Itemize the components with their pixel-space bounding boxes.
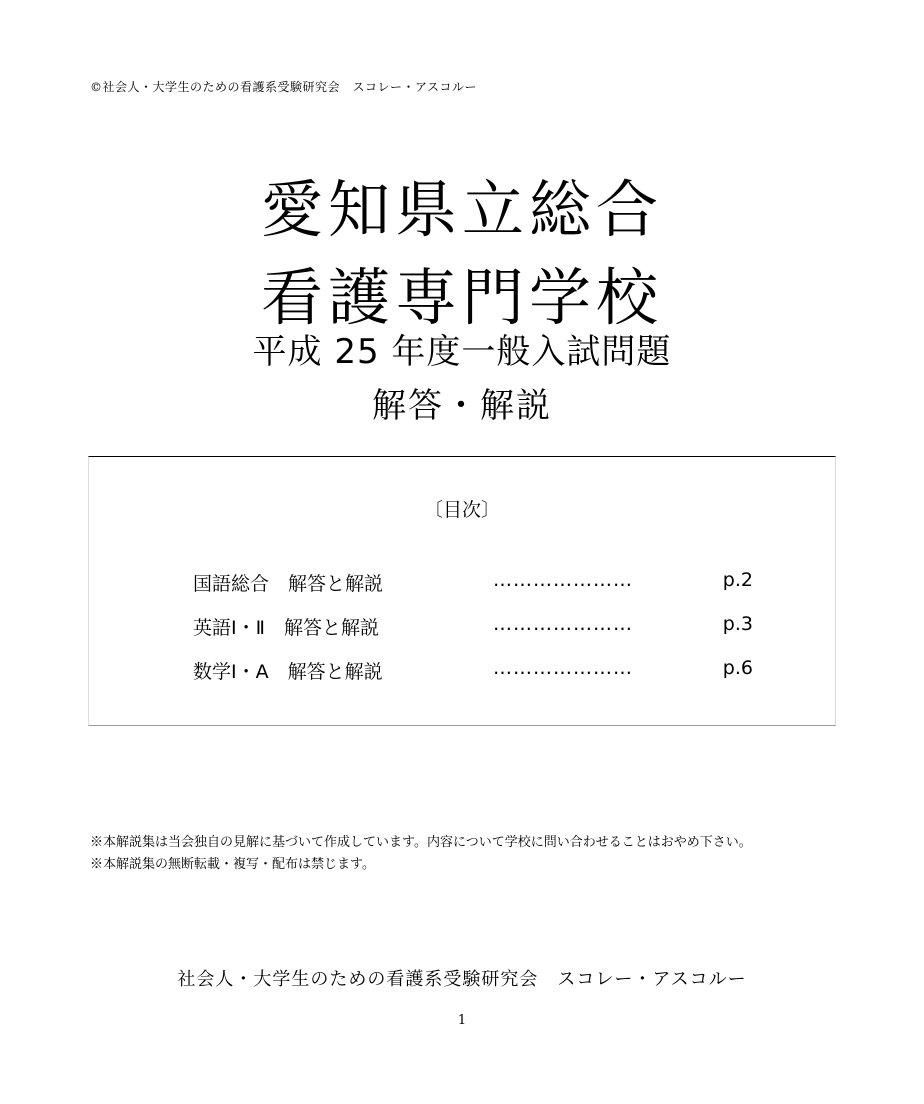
- toc-item-label: 数学Ⅰ・A 解答と解説: [193, 661, 383, 683]
- disclaimer-notes: [90, 832, 838, 876]
- toc-item-label: 英語Ⅰ・Ⅱ 解答と解説: [193, 617, 379, 639]
- table-of-contents: [88, 456, 836, 726]
- toc-item-page: p.3: [722, 613, 753, 635]
- footer-organization: 社会人・大学生のための看護系受験研究会 スコレー・アスコルー: [177, 969, 747, 990]
- page-number: 1: [457, 1013, 467, 1028]
- disclaimer-note-1: ※本解説集は当会独自の見解に基づいて作成しています。内容について学校に問い合わせることはおやめ下さい。: [90, 835, 752, 850]
- toc-item-english[interactable]: [193, 613, 753, 639]
- toc-leader-dots: …………………: [493, 657, 633, 679]
- title-line-2: 看護専門学校: [260, 261, 663, 334]
- toc-item-page: p.2: [722, 569, 753, 591]
- copyright-header: ©社会人・大学生のための看護系受験研究会 スコレー・アスコルー: [90, 80, 478, 94]
- exam-subtitle: 平成 25 年度一般入試問題: [252, 332, 672, 372]
- disclaimer-note-2: ※本解説集の無断転載・複写・配布は禁じます。: [90, 857, 375, 872]
- toc-heading: 〔目次〕: [423, 499, 500, 521]
- toc-leader-dots: …………………: [493, 569, 633, 591]
- toc-item-label: 国語総合 解答と解説: [193, 573, 384, 595]
- toc-item-japanese[interactable]: [193, 569, 753, 595]
- toc-item-math[interactable]: [193, 657, 753, 683]
- toc-leader-dots: …………………: [493, 613, 633, 635]
- answer-subtitle: 解答・解説: [372, 386, 552, 426]
- title-line-1: 愛知県立総合: [260, 173, 663, 246]
- toc-item-page: p.6: [722, 657, 753, 679]
